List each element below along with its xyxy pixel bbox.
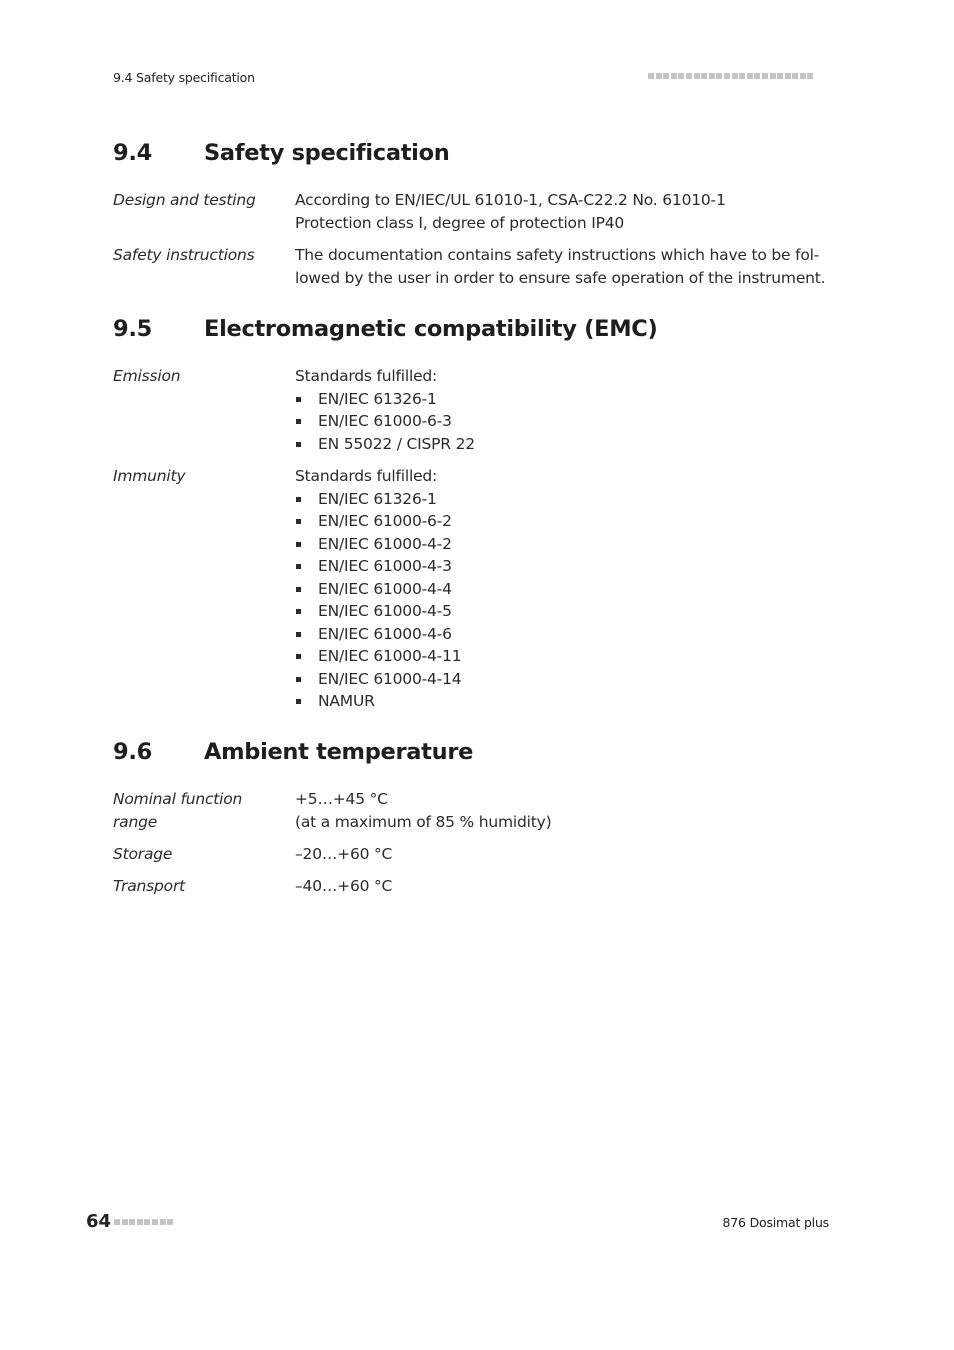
footer-decoration xyxy=(114,1219,173,1225)
section-heading: Electromagnetic compatibility (EMC) xyxy=(204,316,658,342)
list-item xyxy=(295,488,833,511)
spec-value-line: According to EN/IEC/UL 61010-1, CSA-C22.2 No. 61010-1 xyxy=(295,191,726,209)
bullet-square-icon xyxy=(296,542,301,547)
list-item-text: NAMUR xyxy=(318,692,375,710)
list-item-text: EN/IEC 61000-4-5 xyxy=(318,602,452,620)
list-item xyxy=(295,623,833,646)
spec-value-line: –40…+60 °C xyxy=(295,877,393,895)
spec-row-emission xyxy=(113,365,833,465)
spec-value xyxy=(295,365,833,455)
list-item-text: EN/IEC 61000-4-4 xyxy=(318,579,452,598)
bullet-square-icon xyxy=(296,442,301,447)
spec-value-line: The documentation contains safety instructions which have to be fol- xyxy=(295,246,820,264)
list-item-text: EN 55022 / CISPR 22 xyxy=(318,434,475,453)
spec-row-nominal-range xyxy=(113,788,833,843)
spec-label: Emission xyxy=(113,367,181,385)
ambient-spec-table xyxy=(113,788,833,898)
spec-row-immunity xyxy=(113,465,833,713)
bullet-square-icon xyxy=(296,677,301,682)
spec-value-intro: Standards fulfilled: xyxy=(295,367,438,385)
section-number: 9.4 xyxy=(113,140,152,166)
spec-row-storage xyxy=(113,843,833,875)
list-item xyxy=(295,410,833,433)
standards-list xyxy=(295,388,833,456)
list-item xyxy=(295,533,833,556)
spec-value-line: +5…+45 °C xyxy=(295,790,388,808)
spec-value xyxy=(295,244,833,289)
emc-spec-table xyxy=(113,365,833,713)
list-item xyxy=(295,433,833,456)
bullet-square-icon xyxy=(296,397,301,402)
spec-label-line: range xyxy=(113,812,158,831)
list-item-text: EN/IEC 61326-1 xyxy=(318,489,437,508)
footer-product-name: 876 Dosimat plus xyxy=(722,1215,829,1230)
spec-label xyxy=(113,788,283,833)
section-heading: Ambient temperature xyxy=(204,739,474,765)
bullet-square-icon xyxy=(296,699,301,704)
spec-label: Safety instructions xyxy=(113,246,255,264)
bullet-square-icon xyxy=(296,632,301,637)
bullet-square-icon xyxy=(296,654,301,659)
spec-value-intro: Standards fulfilled: xyxy=(295,467,438,485)
spec-value xyxy=(295,788,833,833)
bullet-square-icon xyxy=(296,519,301,524)
spec-value-line: Protection class I, degree of protection IP40 xyxy=(295,213,625,232)
list-item xyxy=(295,578,833,601)
bullet-square-icon xyxy=(296,587,301,592)
list-item-text: EN/IEC 61000-6-3 xyxy=(318,412,452,430)
bullet-square-icon xyxy=(296,609,301,614)
spec-row-safety-instructions xyxy=(113,244,833,289)
safety-spec-table xyxy=(113,189,833,289)
list-item-text: EN/IEC 61000-4-11 xyxy=(318,647,462,665)
section-number: 9.6 xyxy=(113,739,152,765)
bullet-square-icon xyxy=(296,564,301,569)
list-item xyxy=(295,510,833,533)
header-decoration xyxy=(648,73,813,79)
list-item xyxy=(295,690,833,713)
list-item xyxy=(295,555,833,578)
list-item-text: EN/IEC 61000-6-2 xyxy=(318,512,452,530)
spec-label: Transport xyxy=(113,877,186,895)
section-title-emc xyxy=(113,316,657,342)
list-item-text: EN/IEC 61326-1 xyxy=(318,389,437,408)
list-item xyxy=(295,645,833,668)
spec-label-line: Nominal function xyxy=(113,790,243,808)
spec-label: Immunity xyxy=(113,467,186,485)
list-item-text: EN/IEC 61000-4-6 xyxy=(318,624,452,643)
spec-value xyxy=(295,189,833,234)
spec-row-transport xyxy=(113,875,833,898)
spec-label: Design and testing xyxy=(113,191,256,209)
section-number: 9.5 xyxy=(113,316,152,342)
spec-row-design-testing xyxy=(113,189,833,244)
page-number: 64 xyxy=(86,1211,112,1232)
spec-value-line: lowed by the user in order to ensure safe operation of the instrument. xyxy=(295,268,826,287)
running-header: 9.4 Safety specification xyxy=(113,70,255,85)
spec-value-line: (at a maximum of 85 % humidity) xyxy=(295,812,552,831)
bullet-square-icon xyxy=(296,419,301,424)
section-heading: Safety specification xyxy=(204,140,450,166)
section-title-safety xyxy=(113,140,449,166)
list-item xyxy=(295,388,833,411)
spec-value xyxy=(295,843,833,866)
spec-value-line: –20…+60 °C xyxy=(295,845,393,863)
list-item-text: EN/IEC 61000-4-2 xyxy=(318,534,452,553)
list-item xyxy=(295,668,833,691)
list-item-text: EN/IEC 61000-4-3 xyxy=(318,557,452,575)
list-item xyxy=(295,600,833,623)
section-title-ambient xyxy=(113,739,473,765)
bullet-square-icon xyxy=(296,497,301,502)
standards-list xyxy=(295,488,833,713)
spec-value xyxy=(295,875,833,898)
spec-value xyxy=(295,465,833,713)
spec-label: Storage xyxy=(113,845,173,863)
list-item-text: EN/IEC 61000-4-14 xyxy=(318,669,462,688)
